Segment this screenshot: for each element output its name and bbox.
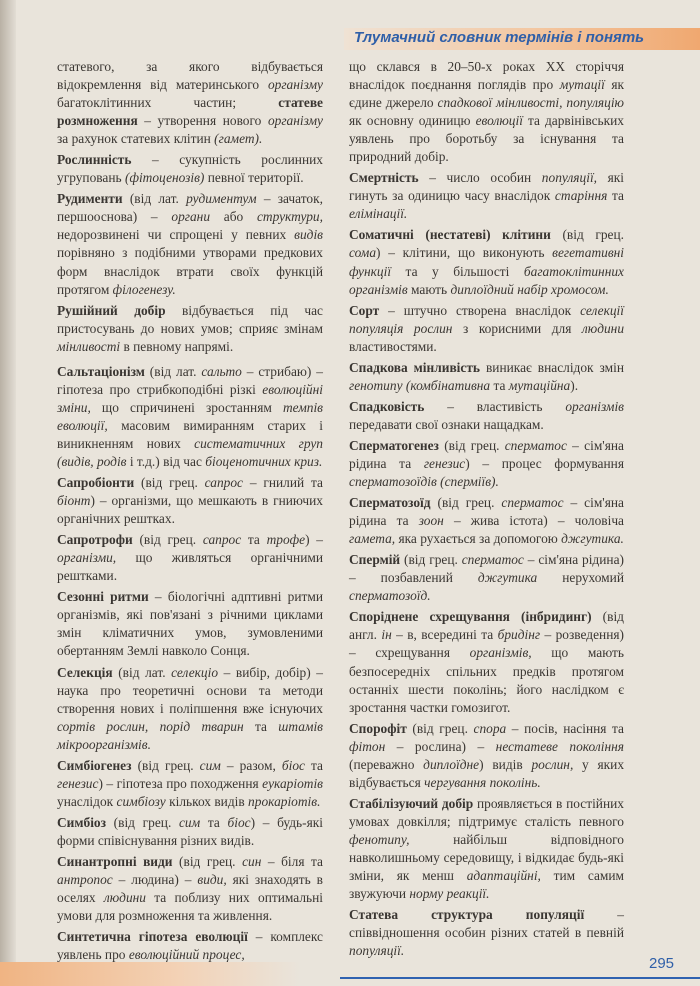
italic-term: чергування поколінь. (424, 774, 541, 790)
entry-text: у яких відбувається (349, 756, 625, 790)
italic-term: генотипу (комбінативна (349, 377, 491, 393)
glossary-entry (57, 302, 323, 356)
italic-term: людини (581, 320, 625, 336)
entry-text: що мають безпосередніх спільних предків протягом останніх шести поколінь; його наслідком є зростання частки гомозигот. (349, 645, 624, 715)
entry-text: ) – організми, що мешкають в гниючих органічних рештках. (57, 493, 323, 527)
entry-text: виникає внаслідок змін (480, 359, 624, 375)
italic-term: види, (197, 872, 227, 888)
entry-text: (від англ. (349, 609, 624, 643)
glossary-entry (57, 190, 323, 298)
entry-text: – комплекс уявлень про (57, 929, 323, 963)
entry-text: певної території. (204, 170, 304, 186)
italic-term: (гамет). (214, 131, 263, 147)
footer-rule (340, 977, 700, 979)
italic-term: сперматос (501, 495, 564, 511)
glossary-term: Синтетична гіпотеза еволюції (57, 929, 248, 945)
italic-term: антропос (57, 872, 113, 888)
glossary-term: Сапротрофи (57, 532, 133, 548)
italic-term: сапрос (204, 475, 243, 491)
entry-text: (від лат. (122, 191, 187, 207)
entry-text: та у більшості (391, 263, 524, 279)
entry-text: – розведення) – схрещування (349, 627, 624, 661)
italic-term: еволюційні зміни, (57, 381, 323, 415)
italic-term: сперматозоїд. (349, 588, 431, 604)
italic-term: мутації (559, 77, 605, 93)
glossary-entry (57, 58, 323, 148)
italic-term: сапрос (202, 532, 242, 548)
entry-text: – рослина) – (385, 738, 496, 754)
entry-text: – утворення нового (137, 113, 268, 129)
italic-term: організмів (565, 398, 624, 414)
italic-term: організму (267, 113, 323, 129)
entry-text: (від грец. (550, 227, 624, 243)
entry-text: – біля та (261, 853, 323, 869)
entry-text: та (243, 718, 279, 734)
italic-term: син (242, 853, 262, 869)
entry-text: проявляється в постійних умовах довкілля; підтримує сталість певного (349, 795, 624, 829)
entry-text: мають (407, 281, 451, 297)
entry-text: – людина) – (112, 872, 198, 888)
entry-text: (від лат. (144, 363, 202, 379)
italic-term: симбіозу (116, 793, 166, 809)
italic-term: генезис (423, 455, 466, 471)
glossary-entry (349, 398, 624, 434)
entry-text: за рахунок статевих клітин (57, 131, 215, 147)
italic-term: біоценотичних криз. (205, 453, 323, 469)
entry-text: в певному напрямі. (120, 338, 234, 354)
entry-text: – сім'яна рідина та (349, 437, 624, 471)
glossary-entry (57, 588, 323, 660)
glossary-entry (349, 302, 624, 356)
glossary-entry (349, 551, 624, 605)
glossary-term: Спермій (349, 552, 401, 568)
entry-text: що склався в 20–50-х роках XX сторіччя внаслідок поєднання поглядів про (349, 59, 624, 93)
glossary-term: Соматичні (нестатеві) клітини (349, 227, 551, 243)
glossary-term: Рушійний добір (57, 302, 166, 318)
entry-text: та (607, 188, 624, 204)
glossary-term: Стабілізуючий добір (349, 795, 474, 811)
italic-term: фенотипу, (349, 831, 410, 847)
entry-text: – сім'яна рідина) – позбавлений (349, 552, 624, 586)
glossary-entry (349, 494, 624, 548)
entry-text: – властивість (424, 398, 566, 414)
entry-text: та (304, 757, 323, 773)
entry-text: – штучно створена внаслідок (379, 302, 581, 318)
entry-text: (від грец. (134, 475, 205, 491)
entry-text: нерухомий (537, 570, 624, 586)
entry-text: – зачаток, першооснова) – (57, 191, 323, 225)
entry-text: ). (570, 377, 579, 393)
entry-text: ) – процес формування (465, 455, 624, 471)
entry-text: статевого, за якого відбувається відокремлення від материнського (57, 59, 323, 93)
entry-text: що спричинені зростанням (90, 399, 283, 415)
entry-text: які знаходять в оселях (57, 872, 323, 906)
entry-text: та (200, 814, 228, 830)
entry-text: ) – гіпотеза про походження (98, 775, 263, 791)
italic-term: мінливості (57, 338, 121, 354)
italic-term: темпів еволюції, (57, 399, 323, 433)
glossary-entry (349, 906, 624, 960)
glossary-entry (349, 169, 624, 223)
glossary-entry (349, 608, 624, 716)
glossary-entry (57, 757, 323, 811)
glossary-term: Сорт (349, 302, 380, 318)
italic-term: організми, (57, 550, 117, 566)
glossary-entry (57, 664, 323, 754)
entry-text: та поблизу них оптимальні умови для розмноження та живлення. (57, 890, 323, 924)
italic-term: рослин, (531, 756, 574, 772)
italic-term: нестатеве покоління (495, 738, 624, 754)
italic-term: сперматозоїдів (сперміїв). (349, 474, 499, 490)
italic-term: джгутика (477, 570, 538, 586)
entry-text: – співвідношення особин різних статей в певній (349, 907, 625, 941)
entry-text: або (210, 209, 257, 225)
entry-text: передавати свої ознаки нащадкам. (349, 416, 544, 432)
italic-term: органи (171, 209, 211, 225)
glossary-entry (57, 928, 323, 964)
italic-term: гамета, (349, 531, 396, 547)
glossary-entry (349, 359, 624, 395)
italic-term: сортів рослин, порід тварин (57, 718, 244, 734)
glossary-term: Рослинність (57, 152, 132, 168)
glossary-term: Синантропні види (57, 853, 173, 869)
entry-text: (від лат. (112, 664, 172, 680)
entry-text: ) – будь-які форми співіснування різних видів. (57, 814, 323, 848)
glossary-term: статеве розмноження (57, 95, 323, 129)
entry-text: властивостями. (349, 338, 437, 354)
italic-term: трофе (266, 532, 306, 548)
footer-accent-bar (0, 962, 300, 986)
italic-term: вегетативні функції (349, 245, 624, 279)
entry-text: – посів, насіння та (506, 720, 624, 736)
glossary-term: Спадковість (349, 398, 425, 414)
glossary-term: Симбіогенез (57, 757, 132, 773)
entry-text: як основну одиницю (349, 113, 476, 129)
entry-text: – вибір, добір) – наука про теоретичні основи та методи створення нових і поліпшення вже існуючих (57, 664, 323, 716)
entry-text: – стрибаю) – гіпотеза про стрибкоподібні різкі (57, 363, 323, 397)
italic-term: сперматос (461, 552, 524, 568)
italic-term: норму реакції. (409, 886, 490, 902)
italic-term: еволюції (475, 113, 523, 129)
entry-text: відбувається під час пристосувань до нових умов; сприяє змінам (57, 302, 323, 336)
italic-term: старіння (554, 188, 608, 204)
italic-term: структури, (256, 209, 323, 225)
entry-text: та (490, 377, 509, 393)
glossary-entry (57, 151, 323, 187)
italic-term: прокаріотів. (248, 793, 321, 809)
entry-text: тим самим звужуючи (349, 868, 624, 902)
page-binding-shadow (0, 0, 16, 986)
italic-term: біос (227, 814, 251, 830)
entry-text: та дарвінівських уявлень про боротьбу за існування та природний добір. (349, 113, 624, 165)
entry-text: – жива істота) – чоловіча (443, 513, 624, 529)
italic-term: еукаріотів (262, 775, 323, 791)
glossary-term: Селекція (57, 664, 113, 680)
glossary-term: Смертність (349, 170, 419, 186)
italic-term: селекції популяція рослин (349, 302, 624, 336)
italic-term: популяції. (349, 943, 405, 959)
entry-text: порівняно з подібними утворами предкових форм внаслідок втрати своїх функцій протягом (57, 245, 323, 297)
entry-text: – сім'яна рідина та (349, 495, 624, 529)
glossary-entry (57, 853, 323, 925)
italic-term: організму (267, 77, 323, 93)
entry-text: – сукупність рослинних угруповань (57, 152, 323, 186)
glossary-entry (349, 720, 624, 792)
entry-text: (від грец. (430, 495, 502, 511)
glossary-term: Сперматогенез (349, 437, 439, 453)
italic-term: фітон (349, 738, 386, 754)
running-header-title: Тлумачний словник термінів і понять (354, 29, 645, 46)
italic-term: біонт (57, 493, 91, 509)
right-column (349, 58, 624, 963)
italic-term: ін (381, 627, 392, 643)
glossary-entry (57, 531, 323, 585)
glossary-term: Сапробіонти (57, 475, 135, 491)
glossary-term: Спадкова мінливість (349, 359, 480, 375)
italic-term: генезис (57, 775, 99, 791)
italic-term: бридінг (497, 627, 541, 643)
entry-text: які гинуть за одиницю часу внаслідок (349, 170, 625, 204)
entry-text: як єдине джерело (349, 77, 624, 111)
entry-text: найбільш відповідного навколишньому середовищу, і відкидає будь-які зміни, як менш (349, 831, 624, 884)
glossary-term: Рудименти (57, 191, 123, 207)
glossary-entry (57, 474, 323, 528)
glossary-term: Статева структура популяції (349, 907, 585, 923)
entry-text: – біологічні адптивні ритми організмів, які пов'язані з річними циклами змін кліматичних умов, зумовленими обертанням Землі навколо Сонця. (57, 589, 323, 659)
entry-text: ) – (305, 532, 323, 548)
entry-text: недорозвинені чи спрощені у певних (57, 227, 295, 243)
italic-term: багатоклітинних організмів (349, 263, 624, 297)
italic-term: рудиментум (186, 191, 257, 207)
italic-term: людини (103, 890, 146, 906)
glossary-term: Споріднене схрещування (інбридинг) (349, 609, 592, 625)
italic-term: сим (178, 814, 201, 830)
entry-text: (від грец. (400, 552, 462, 568)
italic-term: джгутика. (561, 531, 624, 547)
italic-term: сим (199, 757, 221, 773)
entry-text: ) – клітини, що виконують (376, 245, 553, 261)
italic-term: філогенезу. (112, 281, 176, 297)
italic-term: популяції, (541, 170, 598, 186)
entry-text: – в, всередині та (391, 627, 498, 643)
entry-text: (від грец. (131, 757, 200, 773)
italic-term: сома (349, 245, 377, 261)
entry-text: ) видів (479, 756, 532, 772)
italic-term: мутаційна (508, 377, 571, 393)
italic-term: диплоїдний набір хромосом. (450, 281, 609, 297)
entry-text: – гнилий та (242, 475, 323, 491)
glossary-term: Спорофіт (349, 720, 407, 736)
entry-text: та (241, 532, 267, 548)
italic-term: штамів мікроорганізмів. (57, 718, 323, 752)
italic-term: біос (281, 757, 305, 773)
page-number: 295 (649, 955, 675, 972)
entry-text: з корисними для (452, 320, 582, 336)
italic-term: систематичних груп (видів, родів (57, 435, 323, 469)
glossary-entry (349, 795, 624, 903)
glossary-entry (57, 814, 323, 850)
italic-term: еволюційний процес, (128, 947, 245, 963)
glossary-term: Сезонні ритми (57, 589, 149, 605)
italic-term: спадкової мінливості, популяцію (437, 95, 624, 111)
italic-term: сальто (201, 363, 242, 379)
italic-term: спора (473, 720, 507, 736)
entry-text: багатоклітинних частин; (57, 95, 279, 111)
left-column (57, 58, 323, 967)
entry-text: яка рухається за допомогою (395, 531, 562, 547)
italic-term: селекціо (171, 664, 219, 680)
entry-text: і т.д.) від час (126, 453, 206, 469)
entry-text: унаслідок (57, 793, 117, 809)
glossary-term: Сперматозоїд (349, 495, 431, 511)
entry-text: (від грец. (438, 437, 505, 453)
italic-term: (фітоценозів) (124, 170, 205, 186)
glossary-entry (349, 437, 624, 491)
entry-text: (від грец. (172, 853, 243, 869)
italic-term: елімінації. (349, 206, 408, 222)
entry-text: кількох видів (165, 793, 249, 809)
italic-term: зоон (418, 513, 444, 529)
entry-text: (від грец. (132, 532, 203, 548)
italic-term: організмів, (469, 645, 532, 661)
entry-text: (від грец. (406, 720, 474, 736)
italic-term: сперматос (504, 437, 567, 453)
entry-text: (переважно (349, 756, 424, 772)
entry-text: (від грец. (106, 814, 179, 830)
glossary-entry (349, 226, 624, 298)
italic-term: видів (294, 227, 323, 243)
italic-term: адаптаційні, (466, 868, 541, 884)
entry-text: що живляться органічними рештками. (57, 550, 323, 584)
glossary-entry (349, 58, 624, 166)
glossary-entry (57, 363, 323, 471)
glossary-term: Сальтаціонізм (57, 363, 145, 379)
entry-text: – число особин (418, 170, 542, 186)
entry-text: масовим вимиранням старих і виникненням нових (57, 417, 323, 451)
entry-text: – разом, (220, 757, 282, 773)
glossary-term: Симбіоз (57, 814, 106, 830)
italic-term: диплоїдне (423, 756, 480, 772)
